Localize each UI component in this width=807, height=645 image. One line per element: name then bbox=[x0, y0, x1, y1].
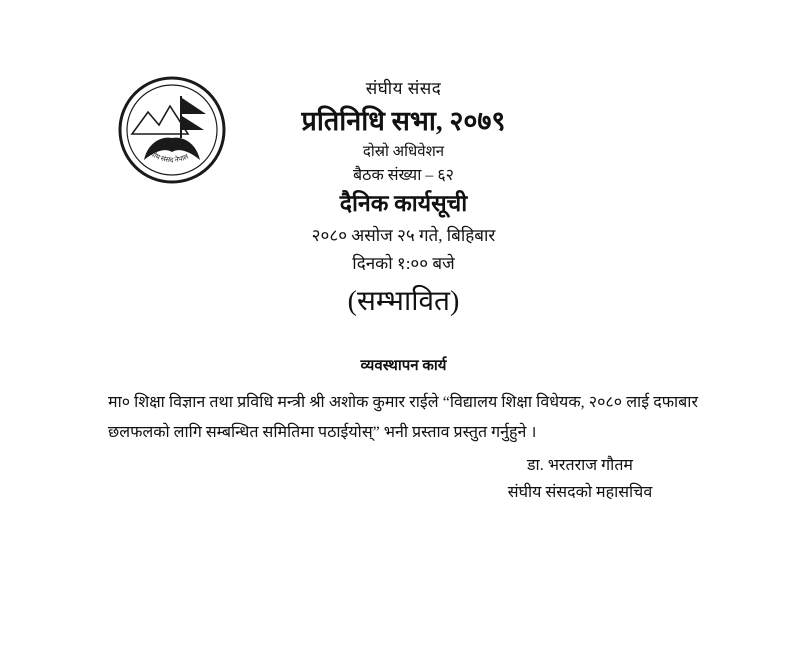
agenda-paragraph: मा० शिक्षा विज्ञान तथा प्रविधि मन्त्री श्री अशोक कुमार राईले “विद्यालय शिक्षा विधेयक, २०८० लाई दफाबार छलफलको लागि सम्बन्धित समितिमा पठाईयोस्” भनी प्रस्ताव प्रस्तुत गर्नुहुने । bbox=[108, 394, 698, 441]
document-header bbox=[0, 78, 807, 319]
signature-block bbox=[430, 452, 730, 506]
sitting-number: बैठक संख्या – ६२ bbox=[353, 166, 454, 184]
meeting-time: दिनको १:०० बजे bbox=[352, 253, 455, 273]
section-heading: व्यवस्थापन कार्य bbox=[360, 358, 447, 374]
meeting-date: २०८० असोज २५ गते, बिहिबार bbox=[311, 225, 496, 245]
svg-text:संघीय संसद नेपाल: संघीय संसद नेपाल bbox=[145, 147, 190, 165]
signatory-name: डा. भरतराज गौतम bbox=[526, 457, 634, 474]
session-name: दोस्रो अधिवेशन bbox=[362, 144, 445, 160]
organization-name: संघीय संसद bbox=[365, 79, 442, 98]
house-and-year: प्रतिनिधि सभा, २०७९ bbox=[301, 106, 506, 137]
signatory-designation: संघीय संसदको महासचिव bbox=[507, 484, 653, 502]
page-title: दैनिक कार्यसूची bbox=[339, 190, 468, 216]
status-badge: (सम्भावित) bbox=[347, 286, 460, 317]
